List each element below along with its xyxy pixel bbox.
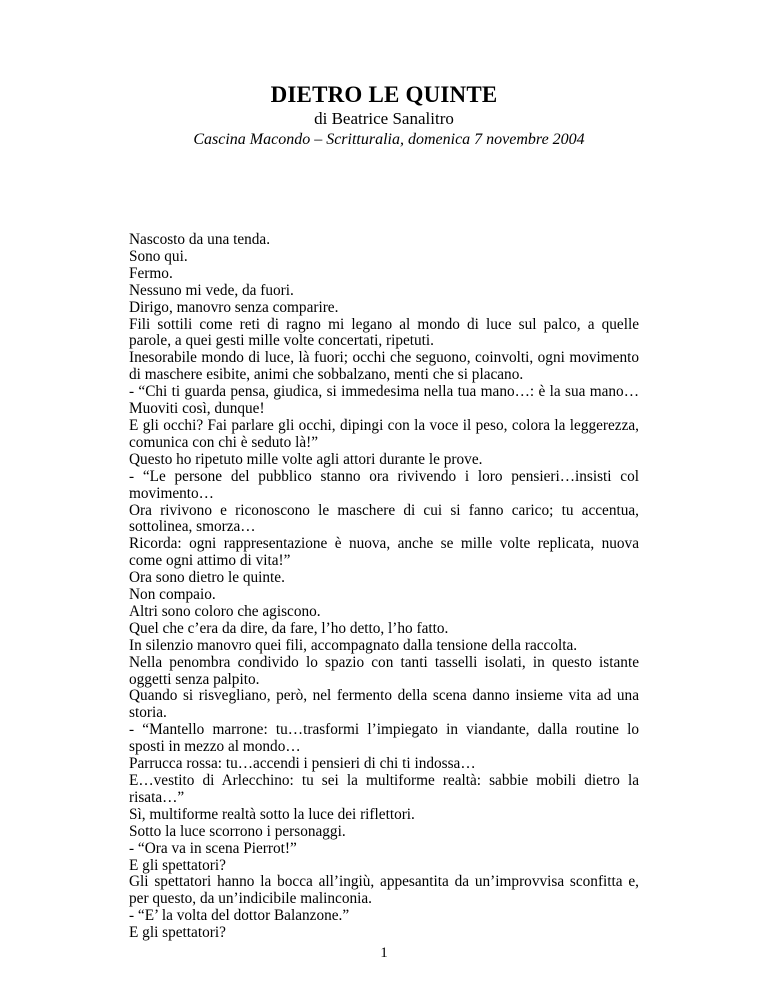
document-subtitle: Cascina Macondo – Scritturalia, domenica 7 novembre 2004 xyxy=(193,131,585,148)
text-line: risata…” xyxy=(129,788,185,806)
text-line: di maschere esibite, animi che sobbalzano, menti che si placano. xyxy=(129,366,524,384)
text-line: parole, a quei gesti mille volte concertati, ripetuti. xyxy=(129,332,434,350)
text-line: movimento… xyxy=(129,484,214,502)
text-line: Nascosto da una tenda. xyxy=(129,231,271,248)
document-title: DIETRO LE QUINTE xyxy=(270,82,498,107)
text-line: Sì, multiforme realtà sotto la luce dei riflettori. xyxy=(129,805,415,823)
text-line: sposti in mezzo al mondo… xyxy=(129,738,301,756)
text-line: Parrucca rossa: tu…accendi i pensieri di chi ti indossa… xyxy=(129,755,476,773)
text-line: - “Mantello marrone: tu…trasformi l’impiegato in viandante, dalla routine lo xyxy=(129,721,639,739)
text-line: - “Ora va in scena Pierrot!” xyxy=(129,839,297,857)
text-line: come ogni attimo di vita!” xyxy=(129,552,291,570)
text-line: Quel che c’era da dire, da fare, l’ho detto, l’ho fatto. xyxy=(129,619,449,637)
text-line: Inesorabile mondo di luce, là fuori; occhi che seguono, coinvolti, ogni movimento xyxy=(129,349,639,367)
text-line: - “Le persone del pubblico stanno ora rivivendo i loro pensieri…insisti col xyxy=(129,467,639,485)
text-line: Ora rivivono e riconoscono le maschere di cui si fanno carico; tu accentua, xyxy=(129,501,639,519)
text-line: sottolinea, smorza… xyxy=(129,518,256,536)
text-line: E…vestito di Arlecchino: tu sei la multiforme realtà: sabbie mobili dietro la xyxy=(129,772,639,789)
text-line: Sono qui. xyxy=(129,247,188,265)
text-line: Gli spettatori hanno la bocca all’ingiù, appesantita da un’improvvisa sconfitta e, xyxy=(129,873,639,891)
text-line: oggetti senza palpito. xyxy=(129,670,260,688)
text-line: Ora sono dietro le quinte. xyxy=(129,569,285,587)
text-line: Nella penombra condivido lo spazio con tanti tasselli isolati, in questo istante xyxy=(129,653,639,671)
text-line: - “E’ la volta del dottor Balanzone.” xyxy=(129,907,350,925)
text-line: Muoviti così, dunque! xyxy=(129,400,265,418)
text-line: Nessuno mi vede, da fuori. xyxy=(129,281,294,299)
document-body xyxy=(129,232,639,942)
document-header xyxy=(0,82,768,151)
text-line: - “Chi ti guarda pensa, giudica, si immedesima nella tua mano…: è la sua mano… xyxy=(129,383,639,401)
text-line: E gli spettatori? xyxy=(129,856,226,874)
text-line: Questo ho ripetuto mille volte agli attori durante le prove. xyxy=(129,450,483,468)
text-line: E gli occhi? Fai parlare gli occhi, dipingi con la voce il peso, colora la leggerezza, xyxy=(129,416,639,434)
text-line: per questo, da un’indicibile malinconia. xyxy=(129,890,372,908)
text-line: comunica con chi è seduto là!” xyxy=(129,433,319,451)
text-line: Fili sottili come reti di ragno mi legano al mondo di luce sul palco, a quelle xyxy=(129,315,639,333)
text-line: storia. xyxy=(129,704,167,722)
text-line: Dirigo, manovro senza comparire. xyxy=(129,298,339,316)
document-author: di Beatrice Sanalitro xyxy=(314,109,454,128)
page-number: 1 xyxy=(380,945,388,961)
text-line: Non compaio. xyxy=(129,586,216,604)
text-line: In silenzio manovro quei fili, accompagnato dalla tensione della raccolta. xyxy=(129,636,578,654)
text-line: Sotto la luce scorrono i personaggi. xyxy=(129,822,346,840)
text-line: Quando si risvegliano, però, nel fermento della scena danno insieme vita ad una xyxy=(129,687,639,705)
text-line: Altri sono coloro che agiscono. xyxy=(129,602,321,620)
text-line: Fermo. xyxy=(129,264,173,282)
text-line: Ricorda: ogni rappresentazione è nuova, anche se mille volte replicata, nuova xyxy=(129,535,639,553)
text-line: E gli spettatori? xyxy=(129,924,226,942)
